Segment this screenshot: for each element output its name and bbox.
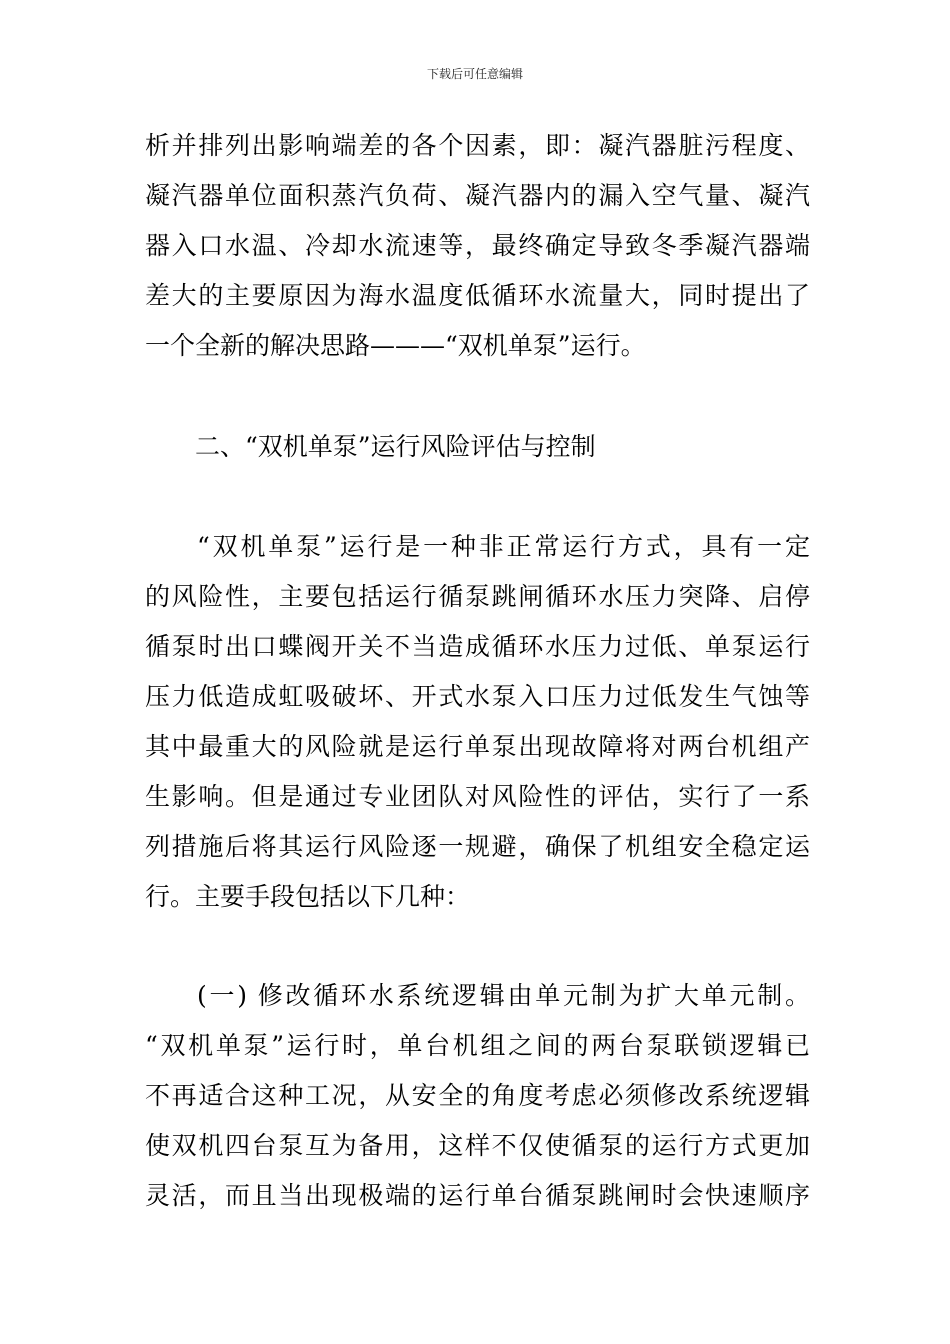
paragraph-line: (一) 修改循环水系统逻辑由单元制为扩大单元制。: [197, 981, 810, 1010]
section-heading: 二、“双机单泵”运行风险评估与控制: [195, 432, 596, 461]
paragraph-line: 使双机四台泵互为备用，这样不仅使循泵的运行方式更加: [145, 1131, 810, 1160]
paragraph-line: 器入口水温、冷却水流速等，最终确定导致冬季凝汽器端: [145, 231, 810, 260]
section-heading-2-block: [145, 422, 810, 472]
paragraph-line: 一个全新的解决思路———“双机单泵”运行。: [145, 331, 646, 360]
paragraph-line: 灵活，而且当出现极端的运行单台循泵跳闸时会快速顺序: [145, 1181, 810, 1210]
paragraph-line: 其中最重大的风险就是运行单泵出现故障将对两台机组产: [145, 732, 810, 761]
paragraph-1: [145, 121, 810, 371]
paragraph-line: 凝汽器单位面积蒸汽负荷、凝汽器内的漏入空气量、凝汽: [145, 181, 810, 210]
paragraph-line: 生影响。但是通过专业团队对风险性的评估，实行了一系: [145, 782, 810, 811]
paragraph-line: 的风险性，主要包括运行循泵跳闸循环水压力突降、启停: [145, 582, 810, 611]
paragraph-line: 析并排列出影响端差的各个因素，即：凝汽器脏污程度、: [145, 131, 810, 160]
paragraph-line: 不再适合这种工况，从安全的角度考虑必须修改系统逻辑: [145, 1081, 810, 1110]
paragraph-line: 列措施后将其运行风险逐一规避，确保了机组安全稳定运: [145, 832, 810, 861]
paragraph-line: 循泵时出口蝶阀开关不当造成循环水压力过低、单泵运行: [145, 632, 810, 661]
paragraph-line: 压力低造成虹吸破坏、开式水泵入口压力过低发生气蚀等: [145, 682, 810, 711]
paragraph-2: [145, 522, 810, 922]
paragraph-line: “双机单泵”运行是一种非正常运行方式，具有一定: [197, 532, 810, 561]
paragraph-line: “双机单泵”运行时，单台机组之间的两台泵联锁逻辑已: [145, 1031, 810, 1060]
paragraph-line: 差大的主要原因为海水温度低循环水流量大，同时提出了: [145, 281, 810, 310]
page-header: 下载后可任意编辑: [426, 67, 523, 81]
paragraph-line: 行。主要手段包括以下几种：: [145, 882, 471, 911]
paragraph-3: [145, 971, 810, 1221]
